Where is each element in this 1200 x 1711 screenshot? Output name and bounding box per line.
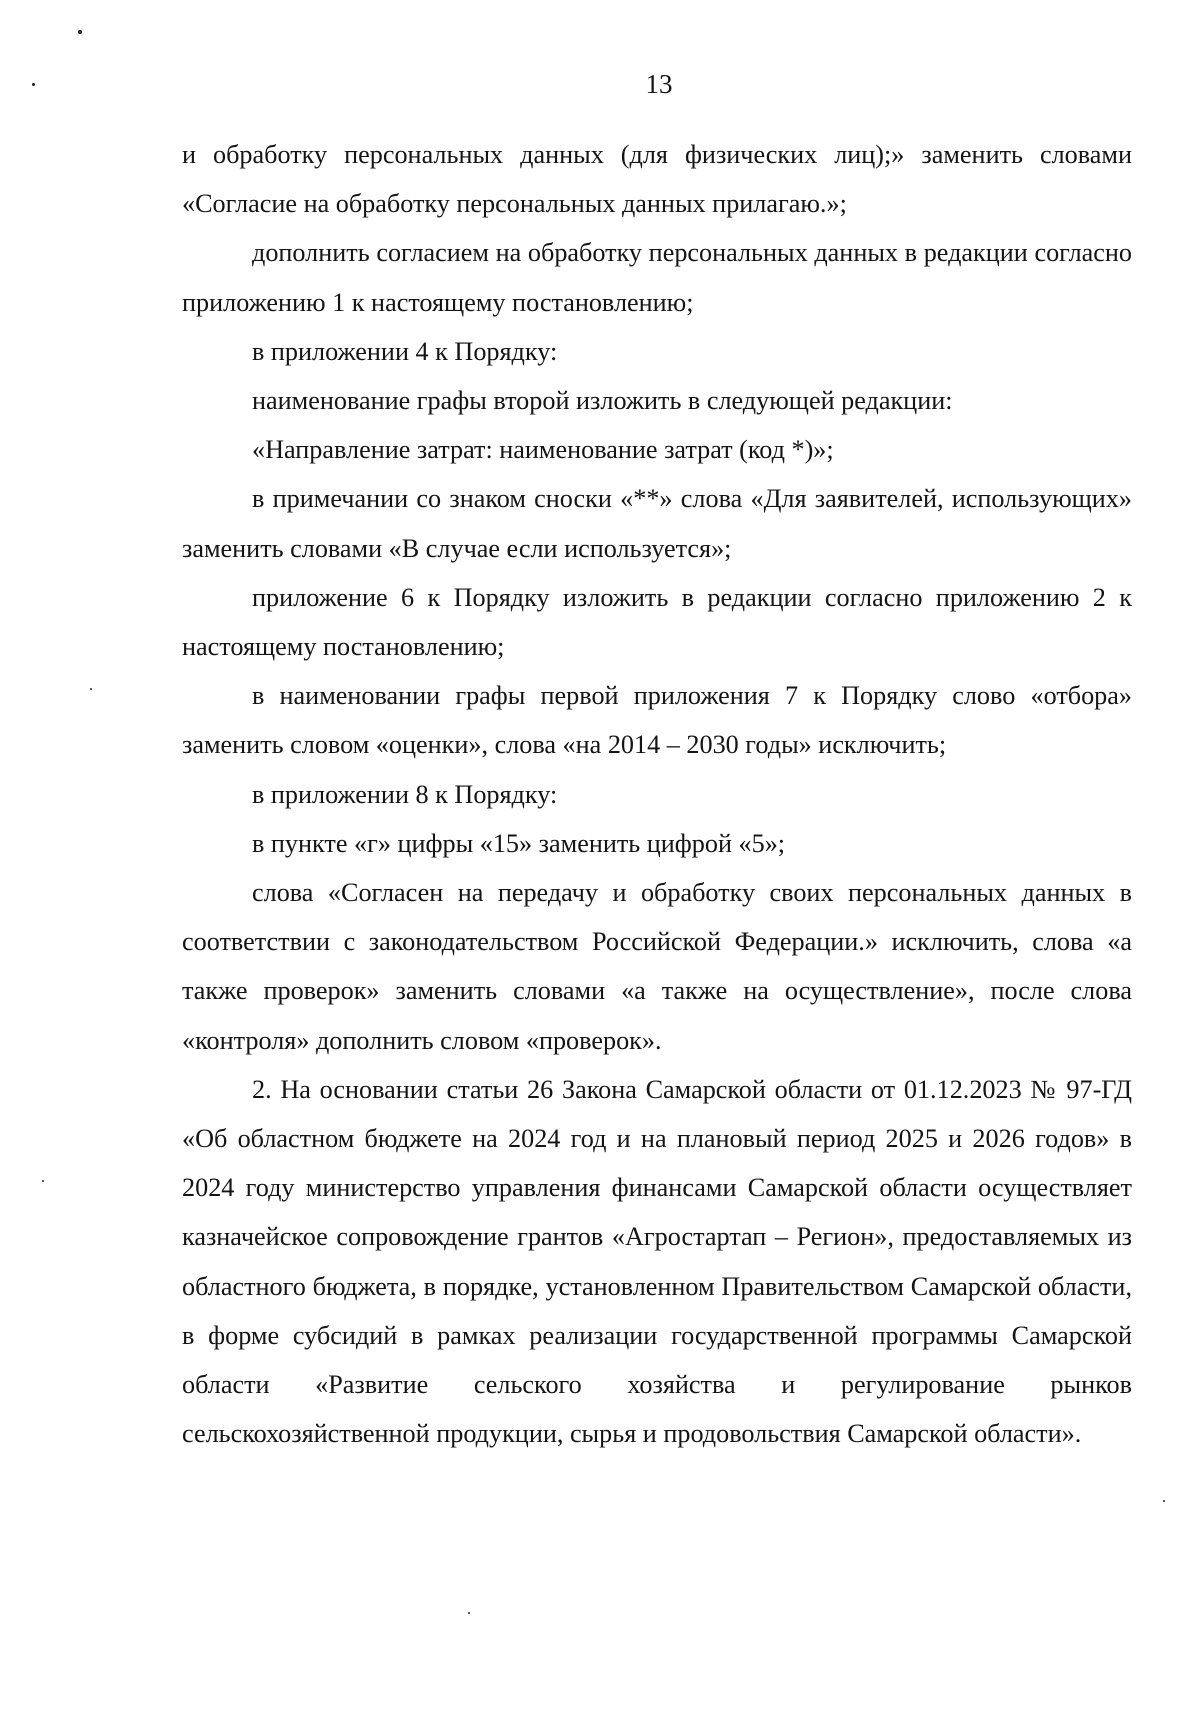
document-body [182, 130, 1132, 1458]
paragraph: слова «Согласен на передачу и обработку своих персональных данных в соответствии с законодательством Российской Федерации.» исключить, слова «а также проверок» заменить словами «а также на осуществление», после слова «контроля» дополнить словом «проверок». [182, 878, 1132, 1055]
paragraph: в приложении 4 к Порядку: [252, 336, 558, 366]
paragraph: и обработку персональных данных (для физических лиц);» заменить словами «Согласие на обработку персональных данных прилагаю.»; [182, 140, 1132, 219]
paragraph: приложение 6 к Порядку изложить в редакции согласно приложению 2 к настоящему постановлению; [182, 582, 1132, 662]
paragraph: в приложении 8 к Порядку: [252, 779, 558, 809]
paragraph: 2. На основании статьи 26 Закона Самарской области от 01.12.2023 № 97-ГД «Об областном бюджете на 2024 год и на плановый период 2025 и 2026 годов» в 2024 году министерство управления финансами Самарской области осуществляет казначейское сопровождение грантов «Агростартап – Регион», предоставляемых из областного бюджета, в порядке, установленном Правительством Самарской области, в форме субсидий в рамках реализации государственной программы Самарской области «Развитие сельского хозяйства и регулирование рынков сельскохозяйственной продукции, сырья и продовольствия Самарской области». [182, 1074, 1132, 1449]
scan-speck [42, 1180, 44, 1182]
scan-speck [78, 30, 82, 34]
scan-speck [468, 1612, 470, 1614]
paragraph: дополнить согласием на обработку персональных данных в редакции согласно приложению 1 к настоящему постановлению; [182, 238, 1132, 317]
paragraph: в пункте «г» цифры «15» заменить цифрой «5»; [252, 828, 786, 858]
paragraph: в наименовании графы первой приложения 7 к Порядку слово «отбора» заменить словом «оценки», слова «на 2014 – 2030 годы» исключить; [182, 681, 1132, 760]
scan-speck [90, 688, 92, 690]
scan-speck [32, 83, 35, 86]
paragraph: наименование графы второй изложить в следующей редакции: [252, 386, 953, 416]
paragraph: в примечании со знаком сноски «**» слова «Для заявителей, использующих» заменить словами «В случае если используется»; [182, 484, 1132, 563]
scan-speck [1163, 1500, 1165, 1502]
page-number: 13 [645, 69, 673, 99]
paragraph: «Направление затрат: наименование затрат (код *)»; [252, 435, 834, 465]
